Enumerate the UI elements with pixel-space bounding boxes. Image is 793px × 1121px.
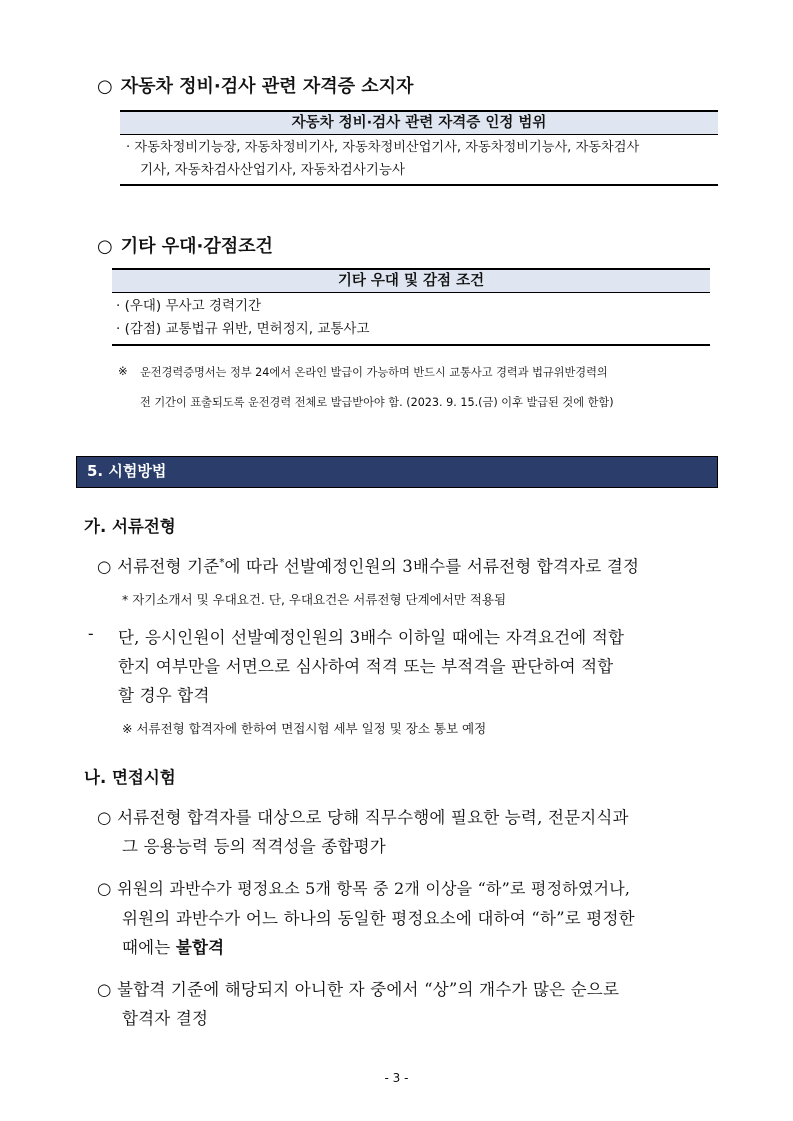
- bonus-table: [112, 268, 710, 346]
- interview-b2-line-3-pre: 때에는: [122, 938, 176, 957]
- qualification-heading: [97, 72, 413, 98]
- bullet-circle: ○: [97, 557, 112, 576]
- bonus-note-line-1: 운전경력증명서는 정부 24에서 온라인 발급이 가능하며 반드시 교통사고 경력과 법규위반경력의: [140, 366, 608, 379]
- section-title-bar: [76, 456, 718, 488]
- fail-label: 불합격: [175, 938, 225, 957]
- heading-bullet: ○: [97, 76, 113, 97]
- interview-bullet-1: [97, 804, 629, 828]
- interview-b3-line-1: 불합격 기준에 해당되지 아니한 자 중에서 “상”의 개수가 많은 순으로: [117, 980, 620, 999]
- interview-b1-line-2: 그 응용능력 등의 적격성을 종합평가: [122, 837, 386, 856]
- qualification-table: [120, 110, 718, 186]
- interview-title: 나. 면접시험: [84, 768, 176, 787]
- footnote-marker: *: [219, 557, 225, 569]
- document-screening-bullet-1: [97, 553, 639, 577]
- interview-b3-line-2: 합격자 결정: [122, 1009, 209, 1028]
- heading-bullet: ○: [97, 236, 113, 257]
- qualification-table-header: 자동차 정비·검사 관련 자격증 인정 범위: [120, 110, 718, 135]
- dash-mark: -: [88, 624, 94, 643]
- bonus-table-body: [112, 293, 710, 346]
- qualification-table-body: [120, 135, 718, 186]
- document-screening-title: 가. 서류전형: [84, 517, 176, 536]
- bonus-item-2: · (감점) 교통법규 위반, 면허정지, 교통사고: [116, 321, 370, 337]
- interview-b2-line-3: [122, 934, 224, 958]
- section-title: 5. 시험방법: [87, 462, 167, 480]
- bonus-note-line-2: 전 기간이 표출되도록 운전경력 전체로 발급받아야 함. (2023. 9. 15.(금) 이후 발급된 것에 한함): [140, 396, 614, 409]
- document-screening-footnote: * 자기소개서 및 우대요건. 단, 우대요건은 서류전형 단계에서만 적용됨: [122, 592, 507, 607]
- bullet-circle: ○: [97, 808, 112, 827]
- criterion-text-post: 에 따라 선발예정인원의 3배수를 서류전형 합격자로 결정: [224, 557, 640, 576]
- interview-b2-line-2: 위원의 과반수가 어느 하나의 동일한 평정요소에 대하여 “하”로 평정한: [122, 909, 635, 928]
- page-number: - 3 -: [384, 1071, 409, 1085]
- bonus-table-header: 기타 우대 및 감점 조건: [112, 268, 710, 293]
- bonus-heading-text: 기타 우대·감점조건: [120, 236, 273, 257]
- criterion-text-pre: 서류전형 기준: [117, 557, 220, 576]
- interview-b1-line-1: 서류전형 합격자를 대상으로 당해 직무수행에 필요한 능력, 전문지식과: [117, 808, 629, 827]
- bonus-heading: [97, 232, 273, 258]
- interview-bullet-2: [97, 876, 630, 899]
- qualification-line-1: · 자동차정비기능장, 자동차정비기사, 자동차정비산업기사, 자동차정비기능사, 자동차검사: [126, 140, 640, 155]
- bullet-circle: ○: [97, 980, 112, 999]
- document-screening-note: ※ 서류전형 합격자에 한하여 면접시험 세부 일정 및 장소 통보 예정: [122, 721, 487, 736]
- interview-b2-line-1: 위원의 과반수가 평정요소 5개 항목 중 2개 이상을 “하”로 평정하였거나,: [117, 879, 631, 898]
- bonus-item-1: · (우대) 무사고 경력기간: [116, 298, 262, 314]
- dash-line-2: 한지 여부만을 서면으로 심사하여 적격 또는 부적격을 판단하여 적합: [118, 657, 614, 676]
- dash-line-1: 단, 응시인원이 선발예정인원의 3배수 이하일 때에는 자격요건에 적합: [118, 628, 625, 647]
- qualification-line-2: 기사, 자동차검사산업기사, 자동차검사기능사: [140, 162, 405, 178]
- qualification-heading-text: 자동차 정비·검사 관련 자격증 소지자: [120, 76, 414, 97]
- bullet-circle: ○: [97, 879, 112, 898]
- interview-bullet-3: [97, 976, 619, 1000]
- bonus-note-mark: ※: [118, 364, 128, 378]
- dash-line-3: 할 경우 합격: [118, 686, 210, 705]
